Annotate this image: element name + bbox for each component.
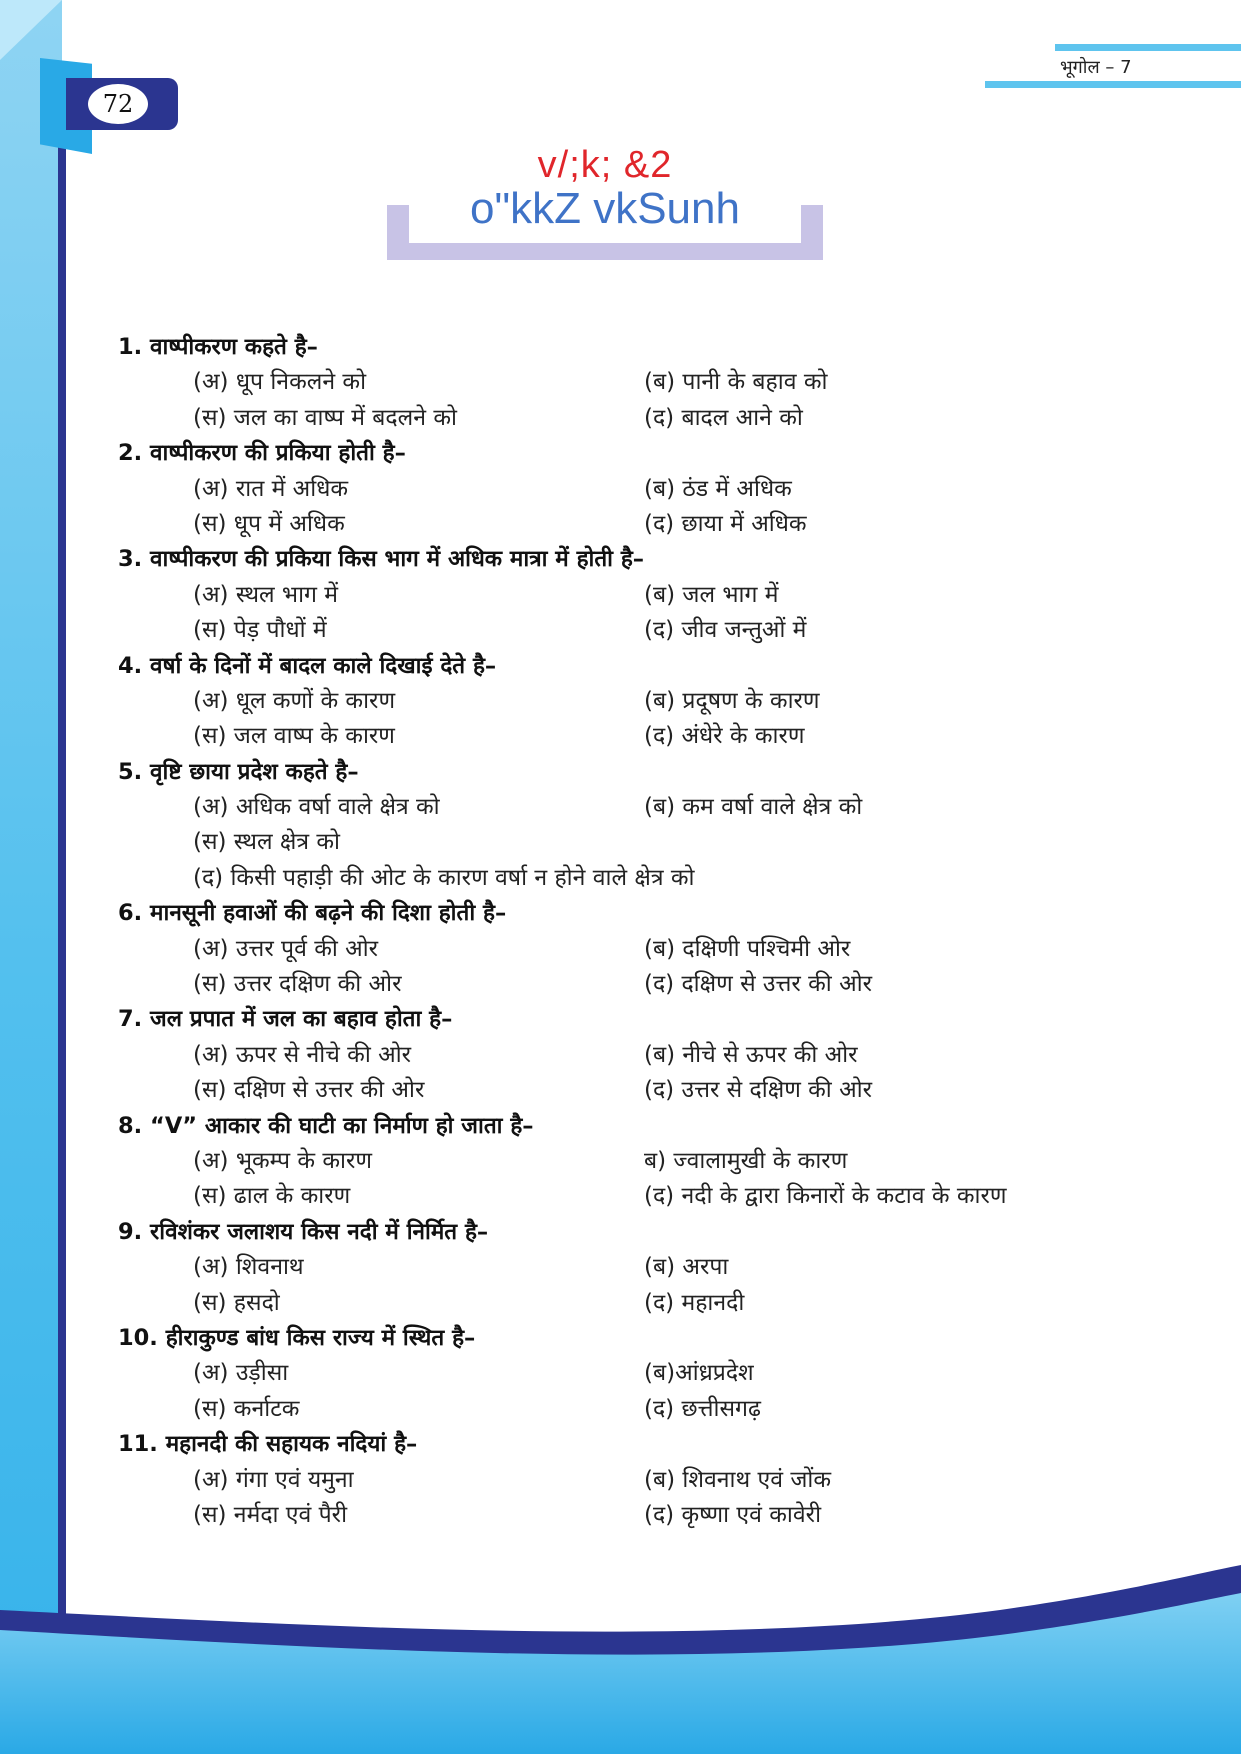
option-row (118, 1498, 1118, 1533)
question-text: 7. जल प्रपात में जल का बहाव होता है– (118, 1006, 453, 1033)
option-row (118, 578, 1118, 613)
option-text: (द) उत्तर से दक्षिण की ओर (644, 1077, 873, 1104)
option-text: (ब) अरपा (644, 1254, 729, 1281)
option-text: (द) नदी के द्वारा किनारों के कटाव के कारण (644, 1183, 1007, 1210)
option-text: (स) कर्नाटक (193, 1395, 300, 1422)
option-text: (अ) उत्तर पूर्व की ओर (193, 935, 379, 962)
question-text: 9. रविशंकर जलाशय किस नदी में निर्मित है– (118, 1218, 489, 1245)
question-text: 10. हीराकुण्ड बांध किस राज्य में स्थित है– (118, 1324, 476, 1351)
question-list (118, 330, 1118, 1533)
option-text: (अ) शिवनाथ (193, 1254, 304, 1281)
question-text: 1. वाष्पीकरण कहते है– (118, 334, 318, 360)
option-text: (अ) अधिक वर्षा वाले क्षेत्र को (193, 794, 440, 821)
option-row (118, 825, 1118, 860)
option-row (118, 1463, 1118, 1498)
option-row (118, 1250, 1118, 1285)
option-text: (अ) उड़ीसा (193, 1360, 289, 1387)
question-text: 11. महानदी की सहायक नदियां है– (118, 1431, 418, 1458)
option-text: (स) पेड़ पौधों में (193, 617, 327, 644)
subject-label: भूगोल – 7 (1060, 57, 1132, 78)
option-text: (अ) भूकम्प के कारण (193, 1147, 373, 1174)
bottom-wave-decoration (0, 1555, 1241, 1754)
option-text: (अ) गंगा एवं यमुना (193, 1466, 354, 1493)
option-row (118, 365, 1118, 400)
option-text: (स) जल का वाष्प में बदलने को (193, 404, 457, 431)
option-text: (ब) जल भाग में (644, 581, 779, 608)
option-text: (स) जल वाष्प के कारण (193, 723, 395, 750)
option-text: (ब)आंध्रप्रदेश (644, 1360, 754, 1387)
option-text: (द) दक्षिण से उत्तर की ओर (644, 971, 873, 998)
option-row (118, 472, 1118, 507)
option-row (118, 1073, 1118, 1108)
option-text: (स) नर्मदा एवं पैरी (193, 1501, 348, 1528)
option-text: (द) छत्तीसगढ़ (644, 1395, 761, 1422)
question-text: 8. “V” आकार की घाटी का निर्माण हो जाता है– (118, 1112, 534, 1139)
question-text: 4. वर्षा के दिनों में बादल काले दिखाई देते है– (118, 652, 497, 679)
question-text: 6. मानसूनी हवाओं की बढ़ने की दिशा होती है– (118, 900, 507, 927)
option-text: (ब) प्रदूषण के कारण (644, 687, 820, 714)
chapter-title: o"kkZ vkSunh (470, 184, 740, 233)
option-text: (स) धूप में अधिक (193, 510, 345, 537)
option-row (118, 613, 1118, 648)
option-row (118, 719, 1118, 754)
option-row (118, 932, 1118, 967)
option-text: (अ) स्थल भाग में (193, 581, 339, 608)
option-text: (ब) ठंड में अधिक (644, 475, 792, 502)
option-row (118, 861, 1118, 896)
option-row (118, 1144, 1118, 1179)
option-text: (द) जीव जन्तुओं में (644, 617, 807, 644)
option-text: (ब) शिवनाथ एवं जोंक (644, 1466, 832, 1493)
option-text: (अ) धूप निकलने को (193, 369, 367, 396)
option-text: (स) स्थल क्षेत्र को (193, 829, 341, 856)
option-text: (स) हसदो (193, 1289, 280, 1316)
option-text: ब) ज्वालामुखी के कारण (644, 1147, 848, 1174)
option-row (118, 507, 1118, 542)
option-text: (ब) दक्षिणी पश्चिमी ओर (644, 935, 851, 962)
option-text: (द) छाया में अधिक (644, 510, 807, 537)
option-text: (अ) रात में अधिक (193, 475, 349, 502)
flag-pole (58, 62, 66, 1622)
header-bar-top (1055, 44, 1241, 51)
option-row (118, 790, 1118, 825)
option-text: (स) ढाल के कारण (193, 1183, 351, 1210)
option-text: (अ) ऊपर से नीचे की ओर (193, 1041, 412, 1068)
option-text: (द) किसी पहाड़ी की ओट के कारण वर्षा न होने वाले क्षेत्र को (193, 864, 695, 891)
option-text: (द) अंधेरे के कारण (644, 723, 805, 750)
left-corner-accent (0, 0, 62, 60)
option-text: (द) बादल आने को (644, 404, 803, 431)
option-text: (अ) धूल कणों के कारण (193, 687, 396, 714)
option-text: (द) महानदी (644, 1289, 745, 1316)
option-text: (स) उत्तर दक्षिण की ओर (193, 971, 402, 998)
option-text: (ब) नीचे से ऊपर की ओर (644, 1041, 858, 1068)
option-text: (द) कृष्णा एवं कावेरी (644, 1501, 822, 1528)
option-row (118, 967, 1118, 1002)
question-text: 3. वाष्पीकरण की प्रकिया किस भाग में अधिक मात्रा में होती है– (118, 546, 645, 573)
header-bar-bottom (985, 81, 1241, 88)
option-row (118, 1392, 1118, 1427)
option-row (118, 1179, 1118, 1214)
option-row (118, 401, 1118, 436)
left-decorative-band (0, 0, 62, 1754)
option-row (118, 1356, 1118, 1391)
chapter-number: v/;k; &2 (537, 144, 673, 186)
option-text: (ब) पानी के बहाव को (644, 369, 828, 396)
option-text: (ब) कम वर्षा वाले क्षेत्र को (644, 794, 863, 821)
page-number: 72 (88, 84, 148, 124)
question-text: 2. वाष्पीकरण की प्रकिया होती है– (118, 440, 406, 467)
option-text: (स) दक्षिण से उत्तर की ओर (193, 1077, 425, 1104)
question-text: 5. वृष्टि छाया प्रदेश कहते है– (118, 758, 359, 785)
option-row (118, 1286, 1118, 1321)
option-row (118, 684, 1118, 719)
option-row (118, 1038, 1118, 1073)
